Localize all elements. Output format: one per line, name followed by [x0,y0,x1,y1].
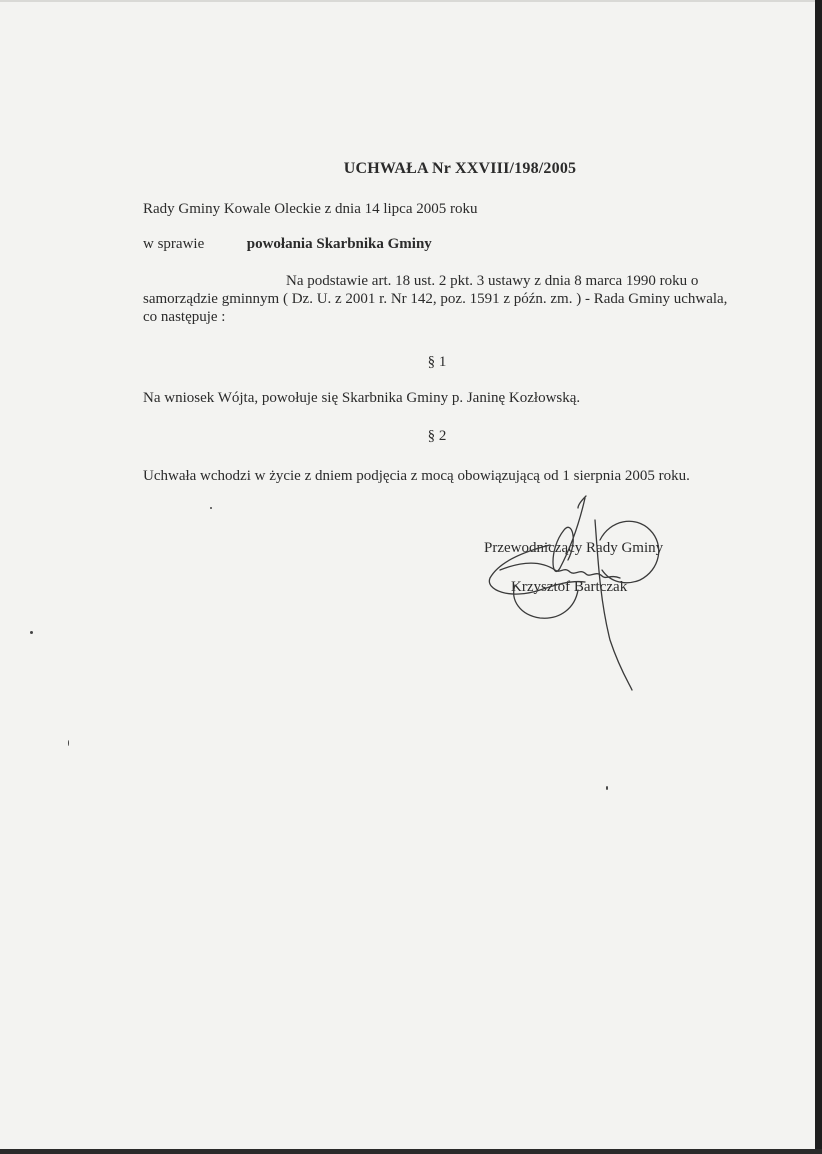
legal-basis-rest: samorządzie gminnym ( Dz. U. z 2001 r. Nr 142, poz. 1591 z późn. zm. ) - Rada Gminy uchwala, co następuje : [143,291,728,325]
resolution-title: UCHWAŁA Nr XXVIII/198/2005 [343,160,577,177]
scan-edge-bottom [0,1149,822,1154]
section-2-text: Uchwała wchodzi w życie z dniem podjęcia z mocą obowiązującą od 1 sierpnia 2005 roku. [143,468,690,484]
signer-role: Przewodniczący Rady Gminy [484,540,664,556]
section-1-text: Na wniosek Wójta, powołuje się Skarbnika Gminy p. Janinę Kozłowską. [143,390,581,406]
scan-edge-top [0,0,822,2]
resolution-subject [143,236,432,253]
section-1-heading: § 1 [427,354,447,370]
subject-text: powołania Skarbnika Gminy [246,236,432,252]
legal-basis-line1: Na podstawie art. 18 ust. 2 pkt. 3 ustawy z dnia 8 marca 1990 roku o [286,273,699,289]
subject-label: w sprawie [143,236,205,252]
scan-speck [68,740,69,746]
resolution-subtitle: Rady Gminy Kowale Oleckie z dnia 14 lipca 2005 roku [143,201,478,217]
section-2-heading: § 2 [427,428,447,444]
scan-speck [606,786,608,790]
legal-basis [143,272,743,326]
signer-name: Krzysztof Bartczak [511,579,628,595]
scan-speck [30,631,33,634]
handwritten-signature [460,490,700,700]
scan-speck [210,507,212,509]
